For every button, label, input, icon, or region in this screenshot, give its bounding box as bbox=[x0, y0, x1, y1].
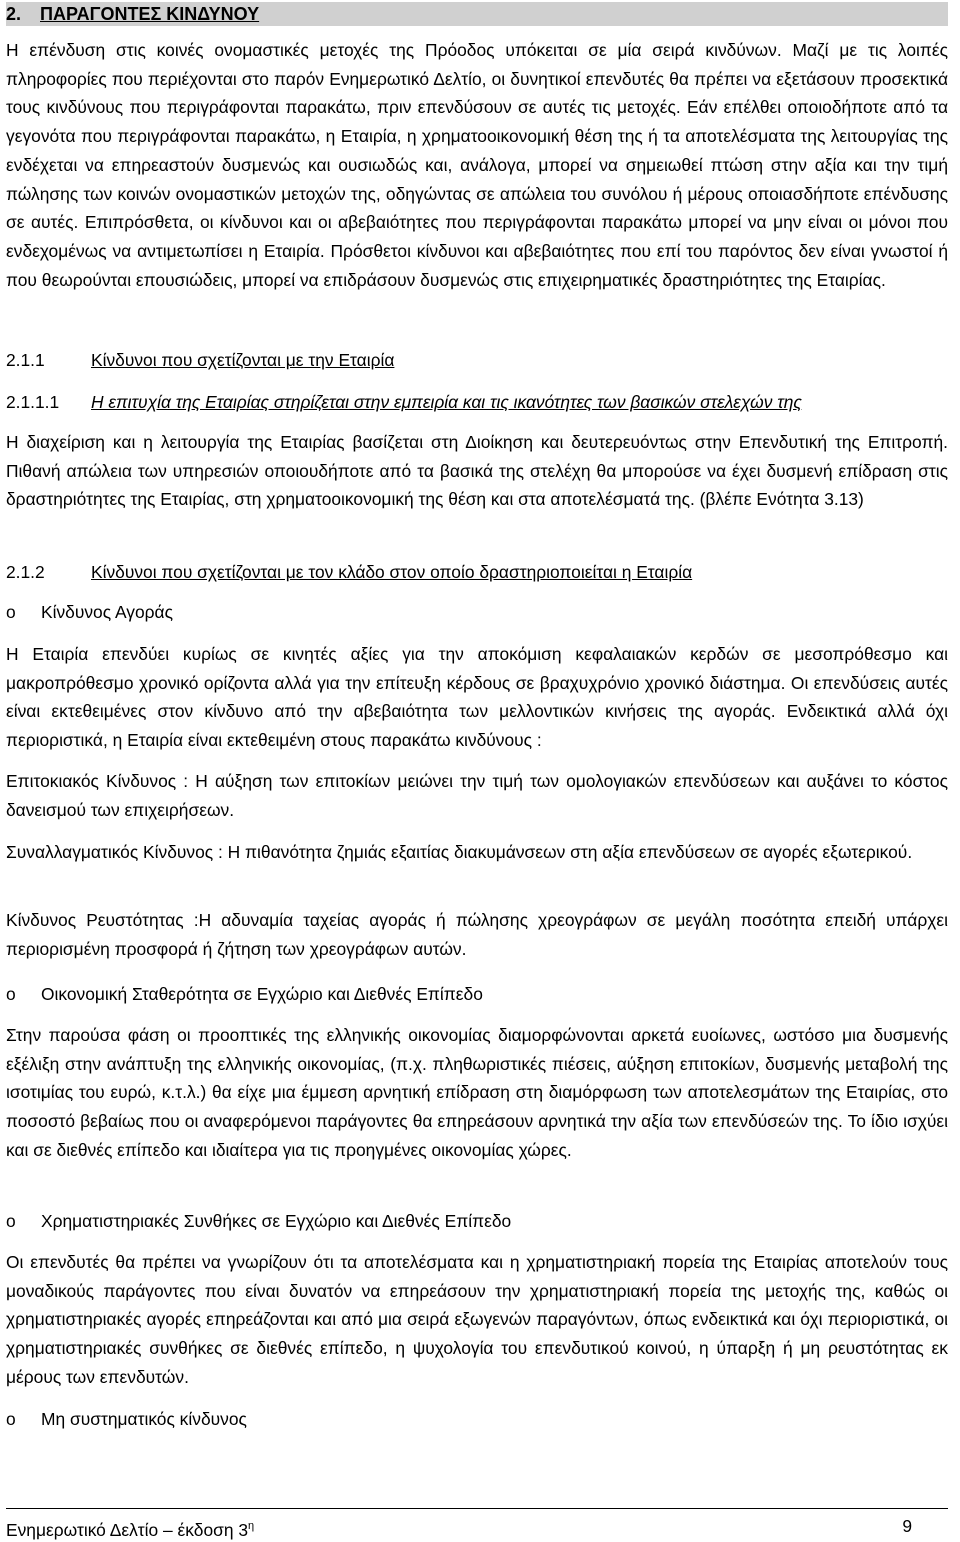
bullet-label: Οικονομική Σταθερότητα σε Εγχώριο και Διεθνές Επίπεδο bbox=[41, 984, 483, 1004]
bullet-nonsystematic-risk bbox=[6, 1405, 247, 1433]
subsection-2-1-1 bbox=[6, 346, 394, 374]
bullet-marker: o bbox=[6, 984, 16, 1004]
subsection-title: Κίνδυνοι που σχετίζονται με την Εταιρία bbox=[91, 350, 395, 370]
bullet-marker: o bbox=[6, 1211, 16, 1231]
subsection-title: Η επιτυχία της Εταιρίας στηρίζεται στην εμπειρία και τις ικανότητες των βασικών στελεχών της bbox=[91, 392, 802, 412]
subsection-2-1-2 bbox=[6, 558, 692, 586]
management-paragraph: Η διαχείριση και η λειτουργία της Εταιρίας βασίζεται στη Διοίκηση και δευτερευόντως στην Επενδυτική της Επιτροπή. Πιθανή απώλεια των υπηρεσιών οποιουδήποτε από τα βασικά της στελέχη θα μπορούσε να έχει δυσμενή επίδραση στις δραστηριότητες της Εταιρίας, στη χρηματοοικονομική της θέση και στα αποτελέσματά της. (βλέπε Ενότητα 3.13) bbox=[6, 432, 948, 510]
footer-title: Ενημερωτικό Δελτίο – έκδοση 3 bbox=[6, 1519, 249, 1540]
bullet-stock-conditions bbox=[6, 1207, 511, 1235]
bullet-economic-stability bbox=[6, 980, 483, 1008]
subsection-number: 2.1.1.1 bbox=[6, 392, 60, 412]
stock-paragraph: Οι επενδυτές θα πρέπει να γνωρίζουν ότι τα αποτελέσματα και η χρηματιστηριακή πορεία της Εταιρίας αποτελούν τους μοναδικούς παράγοντες που είναι δυνατόν να επηρεάσουν την χρηματιστηριακή πορεία της μετοχής της, καθώς οι χρηματιστηριακές αγορές επηρεάζονται και από μια σειρά εξωγενών παραγόντων, όπως ενδεικτικά και όχι περιοριστικά, οι χρηματιστηριακές συνθήκες σε διεθνές επίπεδο, η ψυχολογία του επενδυτικού κοινού, η ύπαρξη ή μη ρευστότητας εκ μέρους των επενδυτών. bbox=[6, 1252, 948, 1387]
subsection-title: Κίνδυνοι που σχετίζονται με τον κλάδο στον οποίο δραστηριοποιείται η Εταιρία bbox=[91, 562, 693, 582]
intro-paragraph: Η επένδυση στις κοινές ονομαστικές μετοχές της Πρόοδος υπόκειται σε μία σειρά κινδύνων. Μαζί με τις λοιπές πληροφορίες που περιέχονται στο παρόν Ενημερωτικό Δελτίο, οι δυνητικοί επενδυτές θα πρέπει να εξετάσουν προσεκτικά τους κινδύνους που περιγράφονται παρακάτω, πριν επενδύσουν σε αυτές τις μετοχές. Εάν επέλθει οποιοδήποτε από τα γεγονότα που περιγράφονται παρακάτω, η Εταιρία, η χρηματοοικονομική θέση της ή τα αποτελέσματα της λειτουργίας της ενδέχεται να επηρεαστούν δυσμενώς και ουσιωδώς και, ανάλογα, μπορεί να σημειωθεί πτώση στην αξία και την τιμή πώλησης των κοινών ονομαστικών μετοχών της, οδηγώντας σε απώλεια του συνόλου ή μέρους οποιασδήποτε επένδυσης σε αυτές. Επιπρόσθετα, οι κίνδυνοι και οι αβεβαιότητες που περιγράφονται παρακάτω μπορεί να μην είναι οι μόνοι που ενδεχομένως να αντιμετωπίσει η Εταιρία. Πρόσθετοι κίνδυνοι και αβεβαιότητες που επί του παρόντος δεν είναι γνωστοί ή που θεωρούνται επουσιώδεις, μπορεί να επιδράσουν δυσμενώς στις επιχειρηματικές δραστηριότητες της Εταιρίας. bbox=[6, 40, 948, 290]
subsection-2-1-1-1 bbox=[6, 388, 802, 416]
economic-paragraph: Στην παρούσα φάση οι προοπτικές της ελληνικής οικονομίας διαμορφώνονται αρκετά ευοίωνες, ωστόσο μια δυσμενής εξέλιξη στην ανάπτυξη της ελληνικής οικονομίας, (π.χ. πληθωριστικές πιέσεις, αύξηση επιτοκίων, δυσμενής μεταβολή της ισοτιμίας του ευρώ, κ.τ.λ.) θα είχε μια έμμεση αρνητική επίδραση στη διαμόρφωση των αποτελεσμάτων της Εταιρίας, στο ποσοστό βεβαίως που οι αναφερόμενοι παράγοντες θα επηρεάσουν αρνητικά την αξία των επενδύσεών της. Το ίδιο ισχύει και σε διεθνές επίπεδο και ιδιαίτερα για τις προηγμένες οικονομίας χώρες. bbox=[6, 1025, 948, 1160]
section-heading bbox=[6, 2, 948, 26]
market-paragraph: Η Εταιρία επενδύει κυρίως σε κινητές αξίες για την αποκόμιση κεφαλαιακών κερδών σε μεσοπρόθεσμο και μακροπρόθεσμο χρονικό ορίζοντα αλλά για την επίτευξη κέρδους σε βραχυχρόνιο χρονικό διάστημα. Οι επενδύσεις αυτές είναι εκτεθειμένες στον κίνδυνο από την αβεβαιότητα των μελλοντικών κινήσεις της αγοράς. Ενδεικτικά αλλά όχι περιοριστικά, η Εταιρία είναι εκτεθειμένη στους παρακάτω κινδύνους : bbox=[6, 644, 948, 751]
bullet-marker: o bbox=[6, 1409, 16, 1429]
bullet-label: Μη συστηματικός κίνδυνος bbox=[41, 1409, 247, 1429]
subsection-number: 2.1.1 bbox=[6, 350, 45, 370]
liquidity-risk-paragraph: Κίνδυνος Ρευστότητας :Η αδυναμία ταχείας αγοράς ή πώλησης χρεογράφων σε μεγάλη ποσότητα επειδή υπάρχει περιορισμένη προσφορά ή ζήτηση των χρεογράφων αυτών. bbox=[6, 910, 948, 959]
section-number: 2. bbox=[6, 4, 22, 24]
interest-risk-paragraph: Επιτοκιακός Κίνδυνος : Η αύξηση των επιτοκίων μειώνει την τιμή των ομολογιακών επενδύσεων και αυξάνει το κόστος δανεισμού των επιχειρήσεων. bbox=[6, 771, 948, 820]
bullet-label: Χρηματιστηριακές Συνθήκες σε Εγχώριο και Διεθνές Επίπεδο bbox=[41, 1211, 512, 1231]
page-footer bbox=[6, 1514, 948, 1538]
footer-divider bbox=[6, 1508, 948, 1509]
footer-superscript: η bbox=[248, 1520, 255, 1532]
fx-risk-paragraph: Συναλλαγματικός Κίνδυνος : Η πιθανότητα ζημιάς εξαιτίας διακυμάνσεων στη αξία επενδύσεων σε αγορές εξωτερικού. bbox=[6, 842, 913, 862]
bullet-marker: o bbox=[6, 602, 16, 622]
page-number: 9 bbox=[902, 1516, 912, 1536]
subsection-number: 2.1.2 bbox=[6, 562, 45, 582]
bullet-market-risk bbox=[6, 598, 173, 626]
bullet-label: Κίνδυνος Αγοράς bbox=[41, 602, 173, 622]
section-title: ΠΑΡΑΓΟΝΤΕΣ ΚΙΝΔΥΝΟΥ bbox=[40, 4, 260, 24]
